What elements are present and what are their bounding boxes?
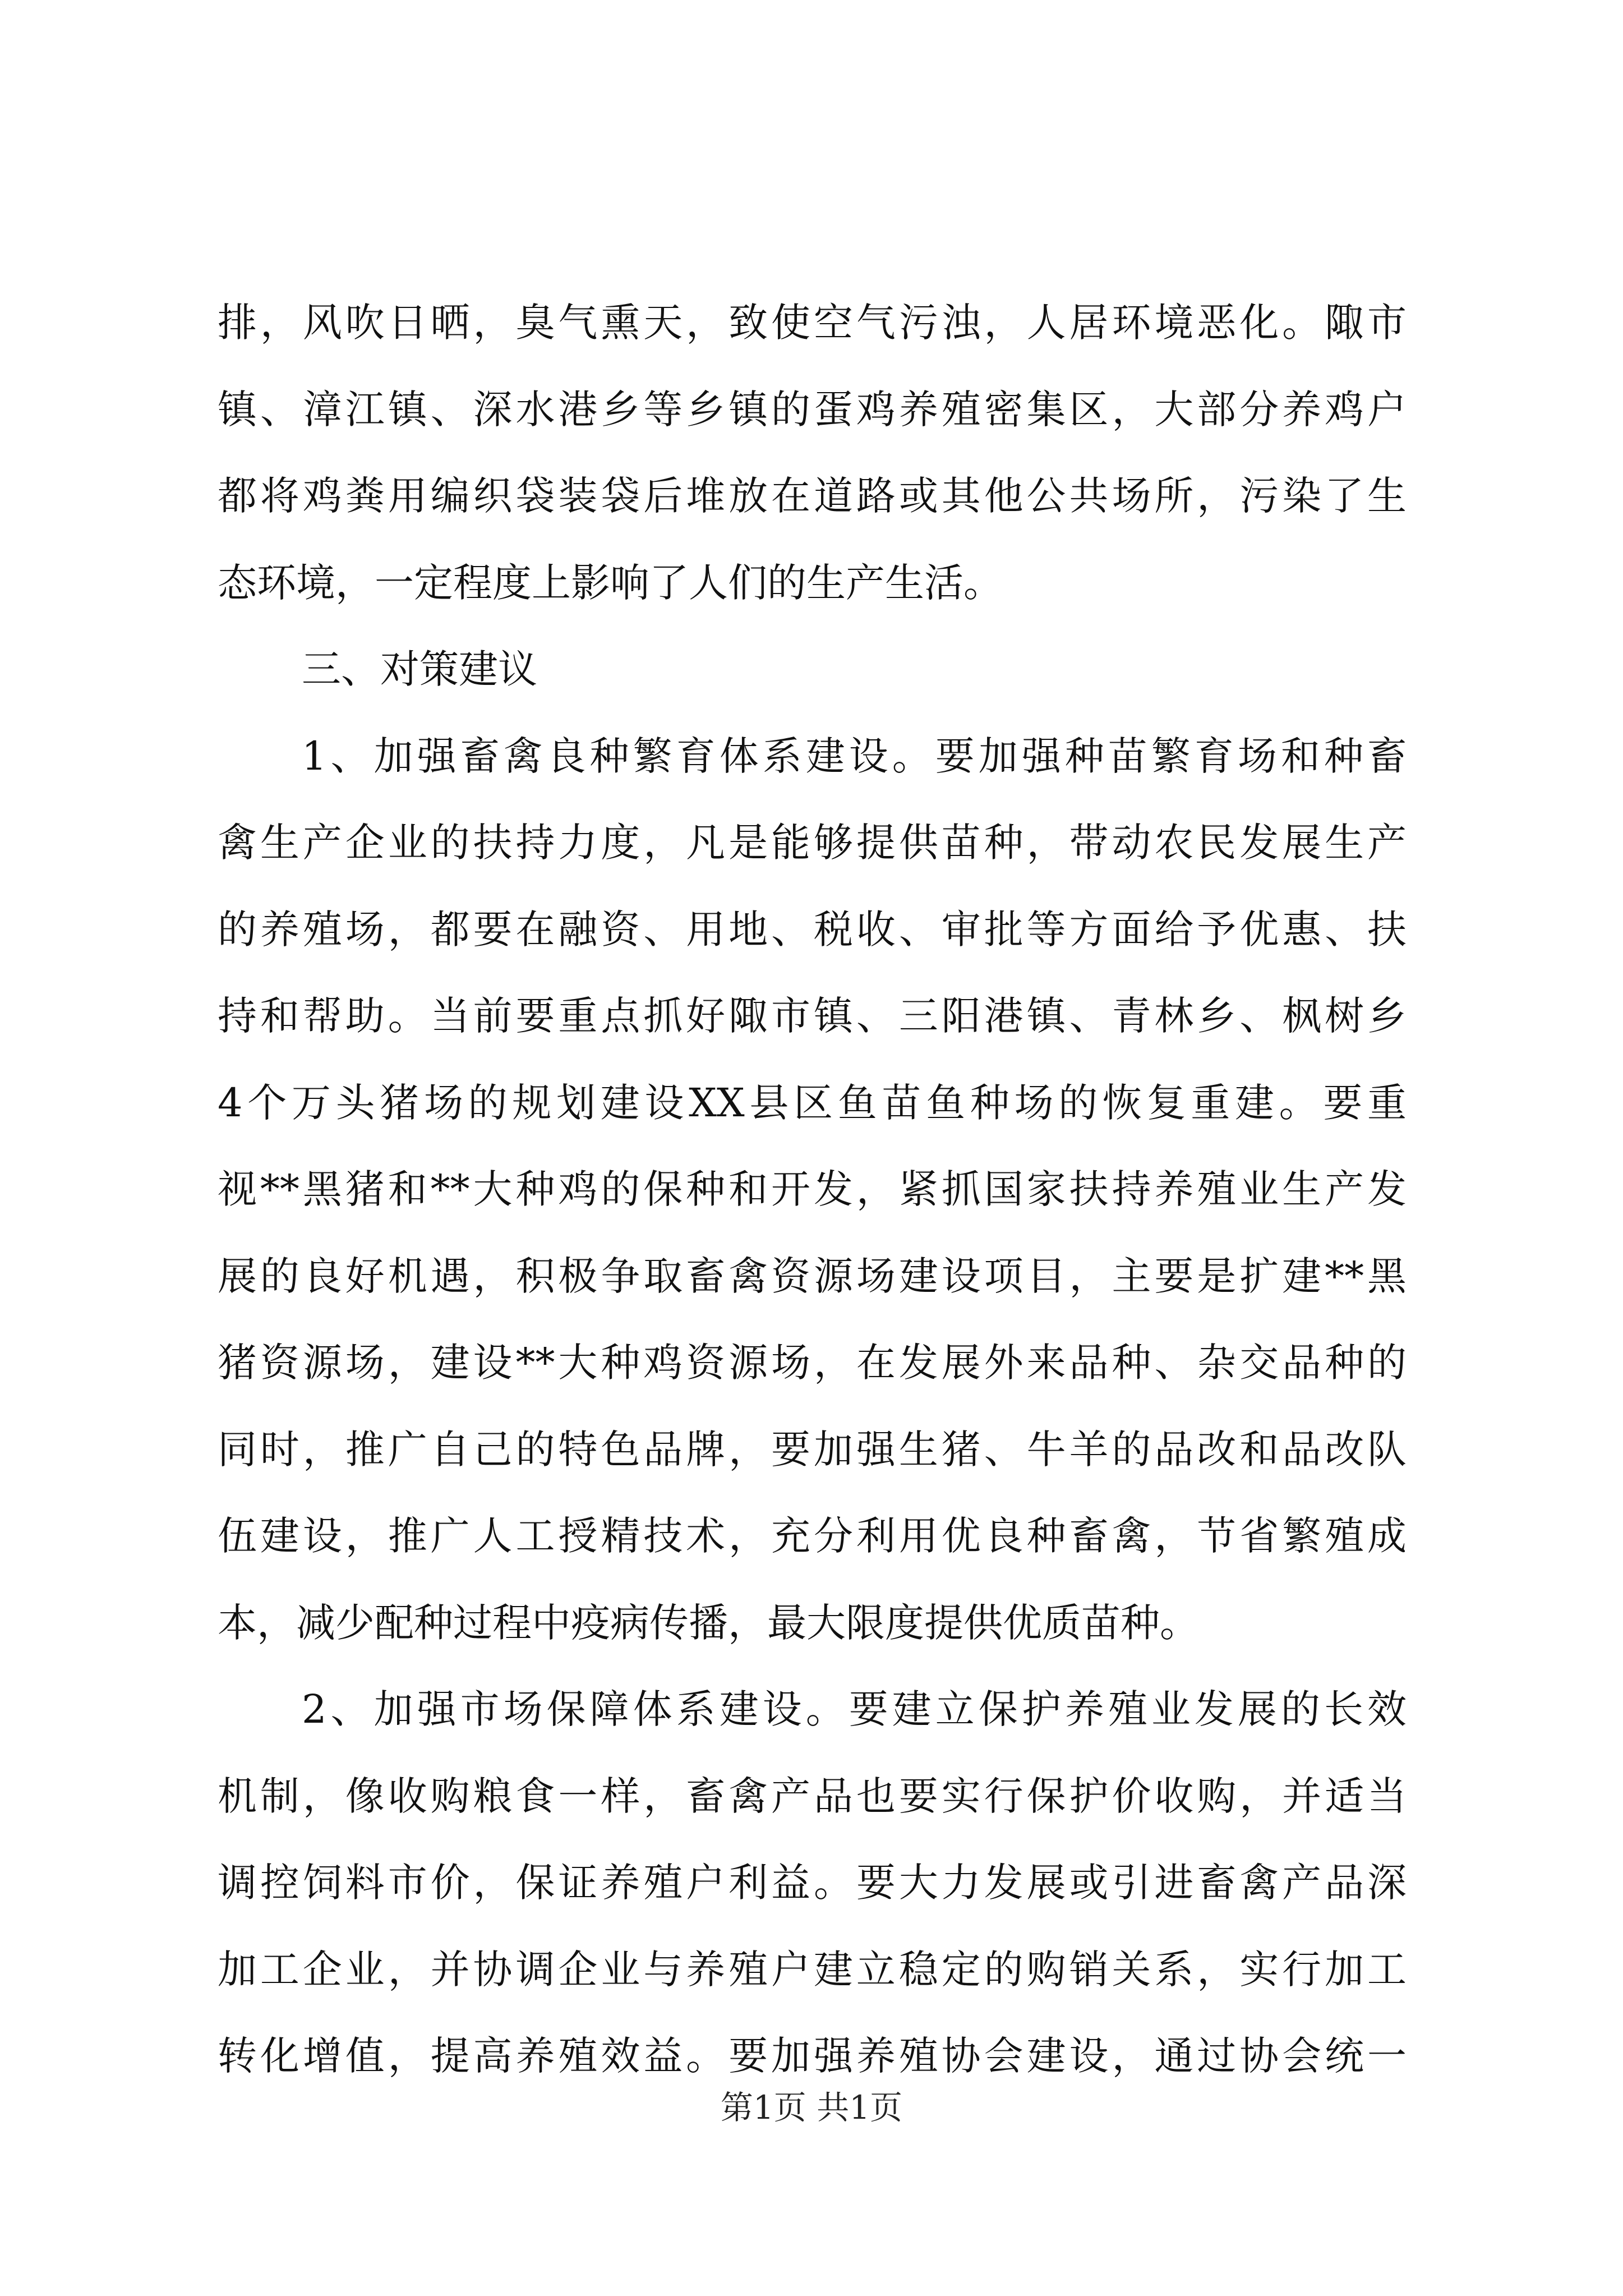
paragraph-line: 机制，像收购粮食一样，畜禽产品也要实行保护价收购，并适当 <box>218 1773 1407 1819</box>
paragraph-line: 展的良好机遇，积极争取畜禽资源场建设项目，主要是扩建**黑 <box>218 1253 1407 1299</box>
paragraph-line: 转化增值，提高养殖效益。要加强养殖协会建设，通过协会统一 <box>218 2033 1407 2079</box>
paragraph-line: 镇、漳江镇、深水港乡等乡镇的蛋鸡养殖密集区，大部分养鸡户 <box>218 386 1407 432</box>
paragraph-line: 都将鸡粪用编织袋装袋后堆放在道路或其他公共场所，污染了生 <box>218 473 1407 519</box>
paragraph-line: 1、加强畜禽良种繁育体系建设。要加强种苗繁育场和种畜 <box>302 733 1407 779</box>
paragraph-line: 2、加强市场保障体系建设。要建立保护养殖业发展的长效 <box>302 1686 1407 1732</box>
paragraph-line: 猪资源场，建设**大种鸡资源场，在发展外来品种、杂交品种的 <box>218 1340 1407 1386</box>
paragraph-line: 4个万头猪场的规划建设XX县区鱼苗鱼种场的恢复重建。要重 <box>218 1080 1407 1126</box>
paragraph-line: 伍建设，推广人工授精技术，充分利用优良种畜禽，节省繁殖成 <box>218 1513 1407 1559</box>
paragraph-line: 同时，推广自己的特色品牌，要加强生猪、牛羊的品改和品改队 <box>218 1427 1407 1473</box>
paragraph-line: 态环境，一定程度上影响了人们的生产生活。 <box>218 560 1003 606</box>
paragraph-line: 持和帮助。当前要重点抓好陬市镇、三阳港镇、青林乡、枫树乡 <box>218 993 1407 1039</box>
paragraph-line: 加工企业，并协调企业与养殖户建立稳定的购销关系，实行加工 <box>218 1947 1407 1993</box>
page-footer: 第1页 共1页 <box>720 2088 903 2127</box>
paragraph-line: 调控饲料市价，保证养殖户利益。要大力发展或引进畜禽产品深 <box>218 1860 1407 1906</box>
paragraph-line: 禽生产企业的扶持力度，凡是能够提供苗种，带动农民发展生产 <box>218 820 1407 866</box>
paragraph-line: 的养殖场，都要在融资、用地、税收、审批等方面给予优惠、扶 <box>218 907 1407 953</box>
paragraph-line: 排，风吹日晒，臭气熏天，致使空气污浊，人居环境恶化。陬市 <box>218 300 1407 346</box>
paragraph-line: 本，减少配种过程中疫病传播，最大限度提供优质苗种。 <box>218 1600 1199 1646</box>
section-heading: 三、对策建议 <box>302 646 537 692</box>
paragraph-line: 视**黑猪和**大种鸡的保种和开发，紧抓国家扶持养殖业生产发 <box>218 1166 1407 1212</box>
